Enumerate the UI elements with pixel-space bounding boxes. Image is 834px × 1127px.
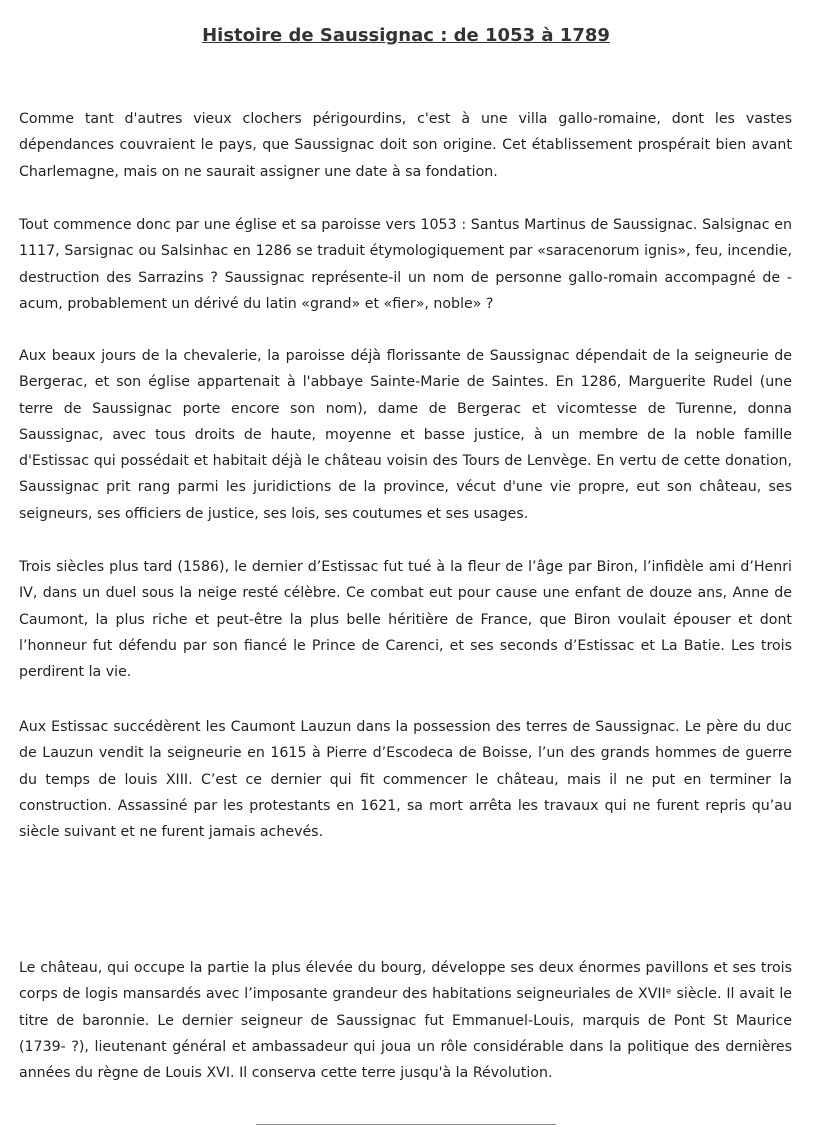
paragraph-etymology: Tout commence donc par une église et sa paroisse vers 1053 : Santus Martinus de Saussignac. Salsignac en 1117, Sarsignac ou Salsinhac en 1286 se traduit étymologiquement par «saracenorum ignis», feu, incendie, destruction des Sarrazins ? Saussignac représente-il un nom de personne gallo-romain accompagné de -acum, probablement un dérivé du latin «grand» et «fier», noble» ? [19,217,792,312]
paragraph-caumont-lauzun: Aux Estissac succédèrent les Caumont Lauzun dans la possession des terres de Saussignac. Le père du duc de Lauzun vendit la seigneurie en 1615 à Pierre d’Escodeca de Boisse, l’un des grands hommes de guerre du temps de louis XIII. C’est ce dernier qui fit commencer le château, mais il ne put en terminer la construction. Assassiné par les protestants en 1621, sa mort arrêta les travaux qui ne furent repris qu’au siècle suivant et ne furent jamais achevés. [19,719,792,841]
footer-divider [256,1124,556,1125]
paragraph-duel: Trois siècles plus tard (1586), le dernier d’Estissac fut tué à la fleur de l’âge par Biron, l’infidèle ami d’Henri IV, dans un duel sous la neige resté célèbre. Ce combat eut pour cause une enfant de douze ans, Anne de Caumont, la plus riche et peut-être la plus belle héritière de France, que Biron voulait épouser et dont l’honneur fut défendu par son fiancé le Prince de Carenci, et ses seconds d’Estissac et La Batie. Les trois perdirent la vie. [19,559,792,681]
paragraph-chateau: Le château, qui occupe la partie la plus élevée du bourg, développe ses deux énormes pavillons et ses trois corps de logis mansardés avec l’imposante grandeur des habitations seigneuriales de XVIIᵉ siècle. Il avait le titre de baronnie. Le dernier seigneur de Saussignac fut Emmanuel-Louis, marquis de Pont St Maurice (1739- ?), lieutenant général et ambassadeur qui joua un rôle considérable dans la politique des dernières années du règne de Louis XVI. Il conserva cette terre jusqu'à la Révolution. [19,960,792,1082]
page-title: Histoire de Saussignac : de 1053 à 1789 [202,25,610,46]
paragraph-chivalry: Aux beaux jours de la chevalerie, la paroisse déjà florissante de Saussignac dépendait de la seigneurie de Bergerac, et son église appartenait à l'abbaye Sainte-Marie de Saintes. En 1286, Marguerite Rudel (une terre de Saussignac porte encore son nom), dame de Bergerac et vicomtesse de Turenne, donna Saussignac, avec tous droits de haute, moyenne et basse justice, à un membre de la noble famille d'Estissac qui possédait et habitait déjà le château voisin des Tours de Lenvège. En vertu de cette donation, Saussignac prit rang parmi les juridictions de la province, vécut d'une vie propre, eut son château, ses seigneurs, ses officiers de justice, ses lois, ses coutumes et ses usages. [19,348,792,522]
paragraph-origins: Comme tant d'autres vieux clochers périgourdins, c'est à une villa gallo-romaine, dont les vastes dépendances couvraient le pays, que Saussignac doit son origine. Cet établissement prospérait bien avant Charlemagne, mais on ne saurait assigner une date à sa fondation. [19,111,792,180]
